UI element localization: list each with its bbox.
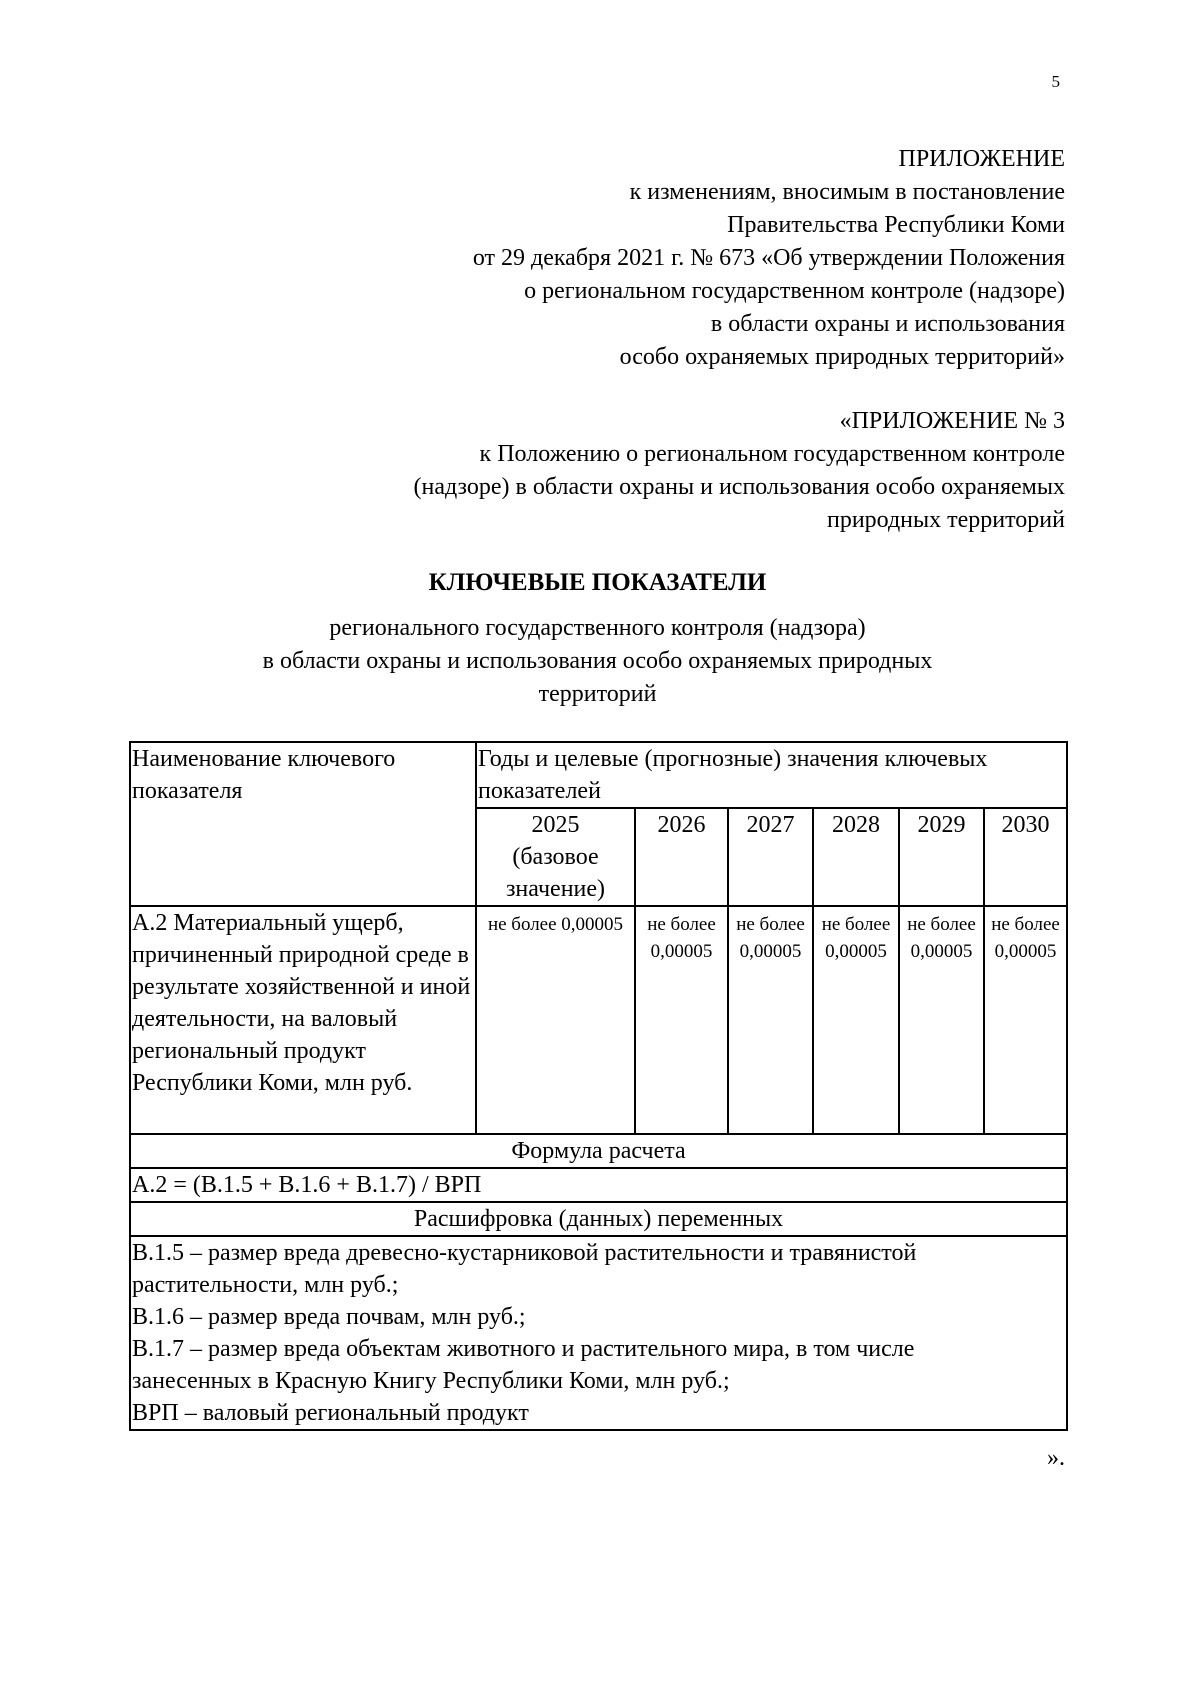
annex-3-line: (надзоре) в области охраны и использования особо охраняемых (413, 474, 1065, 500)
page-number: 5 (1051, 72, 1060, 91)
year-header-cell (984, 808, 1067, 906)
variable-line: растительности, млн руб.; (132, 1272, 399, 1298)
subtitle-line: территорий (538, 681, 657, 707)
annex-3-header (270, 405, 1065, 537)
year-label: 2026 (657, 812, 706, 838)
indicator-value: не более 0,00005 (728, 906, 813, 1134)
closing-quote: ». (1047, 1445, 1065, 1471)
annex-3-line: «ПРИЛОЖЕНИЕ № 3 (839, 408, 1065, 434)
variable-line: В.1.7 – размер вреда объектам животного и растительного мира, в том числе (132, 1336, 915, 1362)
subtitle-line: в области охраны и использования особо охраняемых природных (262, 648, 933, 674)
year-label: 2028 (832, 812, 880, 838)
annex-line: в области охраны и использования (710, 311, 1065, 337)
year-header-cell (476, 808, 635, 906)
indicator-value: не более 0,00005 (813, 906, 899, 1134)
year-label: 2027 (746, 812, 795, 838)
subtitle-line: регионального государственного контроля (надзора) (329, 615, 866, 641)
annex-line: к изменениям, вносимым в постановление (629, 179, 1065, 205)
year-note: (базовое значение) (505, 844, 606, 902)
indicator-value: не более 0,00005 (635, 906, 728, 1134)
year-label: 2029 (917, 812, 966, 838)
indicator-value: не более 0,00005 (476, 906, 635, 1134)
indicator-name: А.2 Материальный ущерб, причиненный природной среде в результате хозяйственной и иной деятельности, на валовый региональный продукт Республики Коми, млн руб. (130, 906, 476, 1134)
year-header-cell (635, 808, 728, 906)
indicators-table (129, 741, 1068, 1431)
variable-line: В.1.5 – размер вреда древесно-кустарниковой растительности и травянистой (132, 1240, 917, 1266)
year-label: 2030 (1001, 812, 1050, 838)
document-subtitle (130, 612, 1065, 711)
variable-line: В.1.6 – размер вреда почвам, млн руб.; (132, 1304, 526, 1330)
col-name-header: Наименование ключевого показателя (130, 742, 476, 906)
annex-3-line: к Положению о региональном государственном контроле (479, 441, 1065, 467)
document-title: КЛЮЧЕВЫЕ ПОКАЗАТЕЛИ (428, 569, 767, 596)
annex-3-line: природных территорий (826, 507, 1065, 533)
annex-line: от 29 декабря 2021 г. № 673 «Об утверждении Положения (472, 245, 1065, 271)
variables-header: Расшифровка (данных) переменных (130, 1202, 1067, 1236)
annex-line: особо охраняемых природных территорий» (619, 344, 1065, 370)
annex-line: ПРИЛОЖЕНИЕ (898, 146, 1065, 172)
variable-line: занесенных в Красную Книгу Республики Коми, млн руб.; (132, 1368, 730, 1394)
annex-line: Правительства Республики Коми (727, 212, 1065, 238)
year-label: 2025 (531, 812, 580, 838)
formula-header: Формула расчета (130, 1134, 1067, 1168)
indicator-value: не более 0,00005 (899, 906, 984, 1134)
annex-header (300, 143, 1065, 374)
year-header-cell (728, 808, 813, 906)
annex-line: о региональном государственном контроле (надзоре) (524, 278, 1065, 304)
variables-list (130, 1236, 1067, 1430)
variable-line: ВРП – валовый региональный продукт (132, 1400, 529, 1426)
indicator-value: не более 0,00005 (984, 906, 1067, 1134)
year-header-cell (899, 808, 984, 906)
year-header-cell (813, 808, 899, 906)
years-header: Годы и целевые (прогнозные) значения ключевых показателей (476, 742, 1067, 808)
formula: А.2 = (В.1.5 + В.1.6 + В.1.7) / ВРП (130, 1168, 1067, 1202)
